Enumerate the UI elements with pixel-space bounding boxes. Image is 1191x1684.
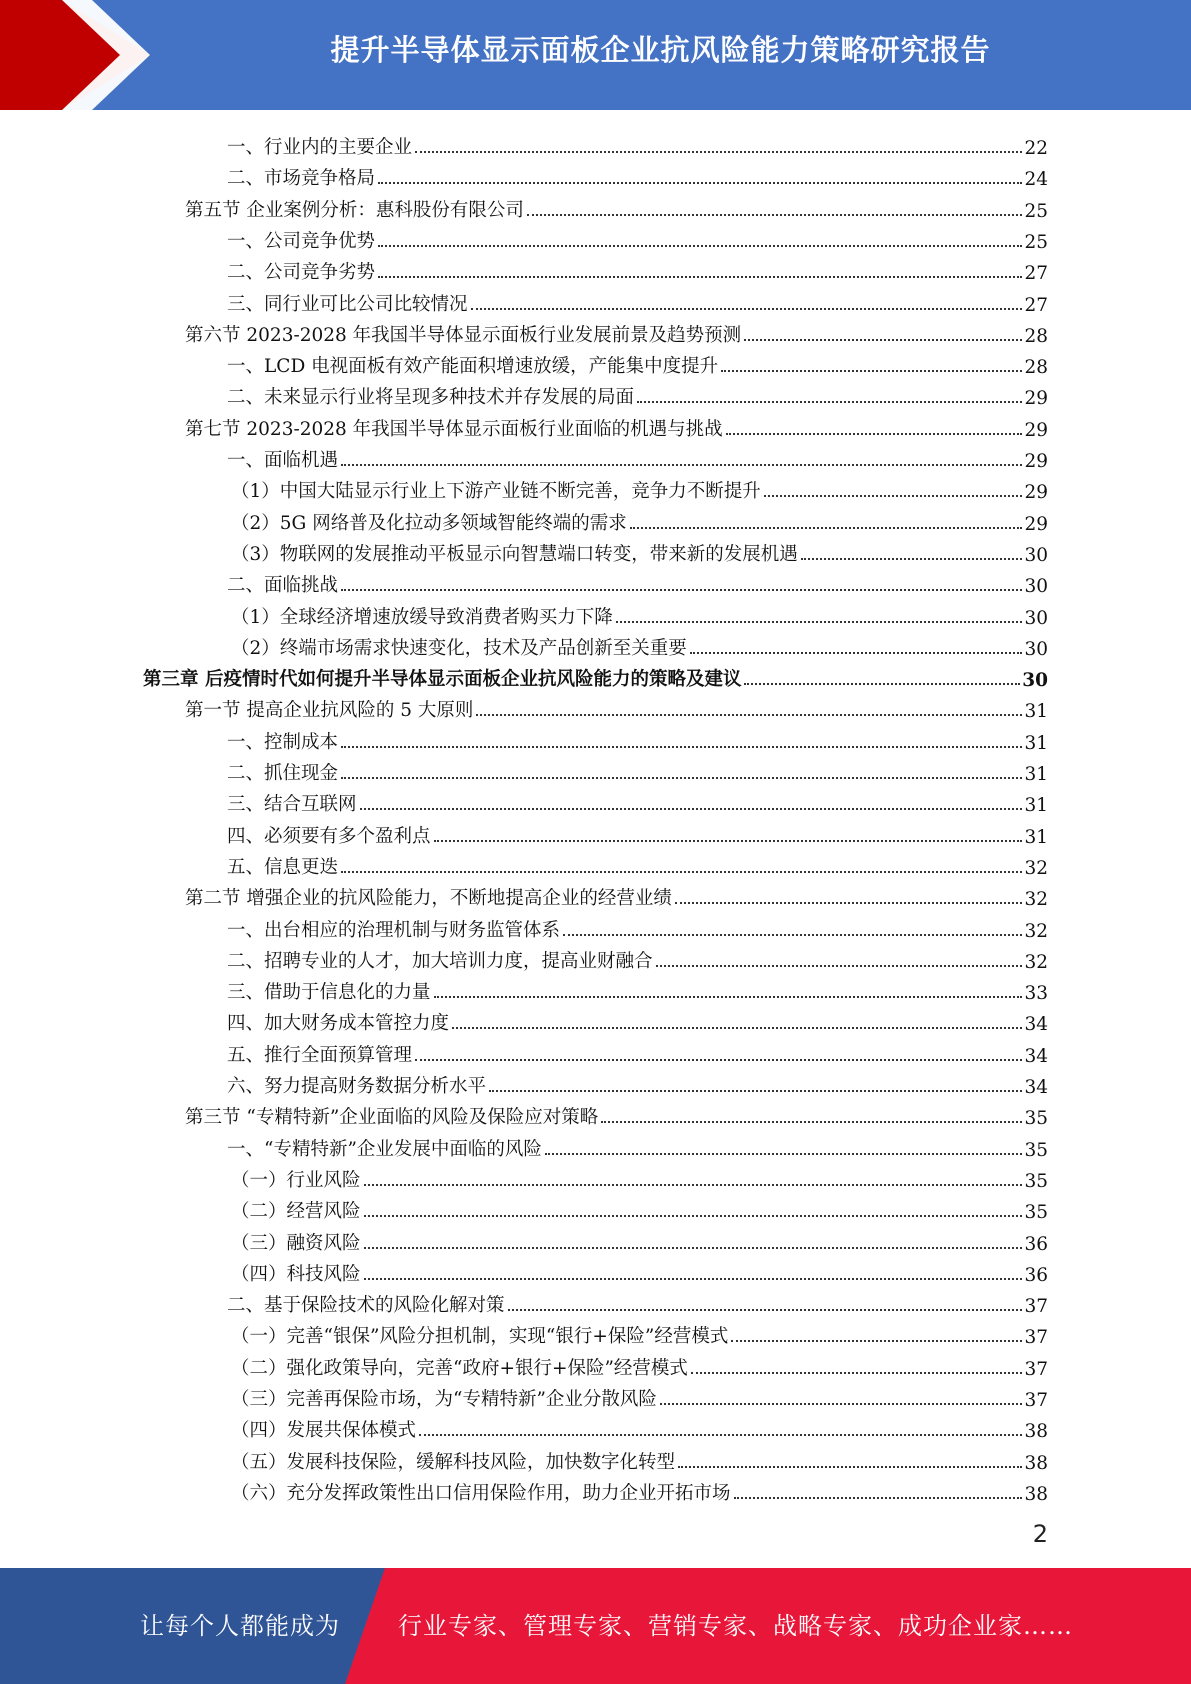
toc-entry-page: 38: [1024, 1421, 1048, 1443]
toc-entry-page: 30: [1024, 638, 1048, 660]
toc-dot-leader: [721, 370, 1022, 372]
toc-dot-leader: [471, 308, 1023, 310]
toc-entry-title: 一、控制成本: [227, 731, 339, 753]
toc-entry-title: （三）完善再保险市场，为“专精特新”企业分散风险: [231, 1389, 657, 1410]
toc-dot-leader: [364, 1215, 1023, 1217]
toc-entry-page: 28: [1024, 357, 1048, 379]
toc-entry[interactable]: [143, 660, 1048, 691]
toc-entry[interactable]: [231, 1161, 1048, 1192]
toc-entry[interactable]: [227, 1004, 1048, 1035]
toc-entry-title: 一、“专精特新”企业发展中面临的风险: [227, 1138, 542, 1160]
toc-dot-leader: [364, 1247, 1023, 1249]
toc-dot-leader: [360, 808, 1023, 810]
toc-dot-leader: [341, 777, 1022, 779]
toc-entry[interactable]: [227, 754, 1048, 785]
toc-entry[interactable]: [227, 347, 1048, 378]
toc-dot-leader: [726, 433, 1023, 435]
toc-entry-page: 36: [1024, 1233, 1048, 1255]
toc-entry[interactable]: [185, 879, 1048, 910]
toc-entry[interactable]: [231, 1443, 1048, 1474]
toc-dot-leader: [675, 902, 1023, 904]
toc-dot-leader: [476, 714, 1022, 716]
toc-entry-page: 37: [1024, 1327, 1048, 1349]
toc-entry-title: 三、结合互联网: [227, 794, 357, 816]
toc-dot-leader: [678, 1466, 1022, 1468]
toc-dot-leader: [801, 558, 1023, 560]
toc-entry-title: （一）完善“银保”风险分担机制，实现“银行+保险”经营模式: [231, 1326, 729, 1348]
toc-entry-page: 30: [1022, 670, 1048, 692]
toc-entry[interactable]: [231, 504, 1048, 535]
toc-entry[interactable]: [227, 817, 1048, 848]
toc-entry-title: （1）全球经济增速放缓导致消费者购买力下降: [231, 606, 613, 628]
toc-dot-leader: [452, 1027, 1022, 1029]
toc-entry[interactable]: [231, 1317, 1048, 1348]
toc-entry-title: （1）中国大陆显示行业上下游产业链不断完善，竞争力不断提升: [231, 481, 761, 503]
toc-entry-title: 二、公司竞争劣势: [227, 262, 376, 284]
toc-entry-title: 二、未来显示行业将呈现多种技术并存发展的局面: [227, 387, 635, 409]
report-title: 提升半导体显示面板企业抗风险能力策略研究报告: [330, 33, 991, 67]
toc-entry[interactable]: [227, 723, 1048, 754]
toc-entry-page: 29: [1024, 388, 1048, 410]
toc-entry[interactable]: [227, 159, 1048, 190]
toc-entry-title: 第七节 2023-2028 年我国半导体显示面板行业面临的机遇与挑战: [185, 418, 723, 440]
toc-entry-title: （2）5G 网络普及化拉动多领域智能终端的需求: [231, 512, 627, 534]
toc-dot-leader: [744, 339, 1022, 341]
toc-dot-leader: [731, 1340, 1022, 1342]
toc-entry-page: 32: [1024, 951, 1048, 973]
toc-entry[interactable]: [227, 566, 1048, 597]
toc-entry[interactable]: [231, 1224, 1048, 1255]
toc-entry-page: 30: [1024, 544, 1048, 566]
toc-dot-leader: [764, 495, 1023, 497]
toc-entry-page: 38: [1024, 1452, 1048, 1474]
toc-entry-page: 37: [1024, 1390, 1048, 1411]
toc-dot-leader: [489, 1090, 1022, 1092]
toc-entry-title: 三、同行业可比公司比较情况: [227, 293, 468, 315]
toc-entry-title: 二、市场竞争格局: [227, 168, 376, 190]
toc-entry-title: 一、出台相应的治理机制与财务监管体系: [227, 919, 561, 941]
toc-entry[interactable]: [227, 848, 1048, 879]
toc-entry-title: （三）融资风险: [231, 1232, 361, 1254]
toc-entry-page: 33: [1024, 983, 1048, 1005]
toc-entry[interactable]: [231, 629, 1048, 660]
toc-entry-page: 27: [1024, 294, 1048, 316]
toc-entry-page: 35: [1024, 1202, 1048, 1224]
toc-entry-title: 第二节 增强企业的抗风险能力，不断地提高企业的经营业绩: [185, 888, 672, 910]
toc-dot-leader: [734, 1497, 1023, 1499]
toc-entry-title: 第六节 2023-2028 年我国半导体显示面板行业发展前景及趋势预测: [185, 324, 742, 346]
toc-entry-title: 一、公司竞争优势: [227, 230, 376, 252]
toc-dot-leader: [434, 996, 1023, 998]
toc-entry-page: 34: [1024, 1077, 1048, 1098]
toc-entry[interactable]: [185, 410, 1048, 441]
toc-entry[interactable]: [227, 785, 1048, 816]
toc-entry[interactable]: [185, 191, 1048, 222]
toc-dot-leader: [415, 1059, 1022, 1061]
toc-entry-title: 第三节 “专精特新”企业面临的风险及保险应对策略: [185, 1107, 599, 1129]
toc-entry-page: 29: [1024, 419, 1048, 441]
toc-entry-title: 第一节 提高企业抗风险的 5 大原则: [185, 700, 474, 722]
toc-entry-page: 34: [1024, 1045, 1048, 1067]
toc-dot-leader: [378, 182, 1022, 184]
page-header: [0, 0, 1191, 110]
toc-entry-page: 24: [1024, 169, 1048, 191]
toc-entry[interactable]: [231, 1411, 1048, 1442]
toc-dot-leader: [563, 934, 1022, 936]
toc-entry-title: 四、必须要有多个盈利点: [227, 825, 431, 847]
toc-dot-leader: [690, 652, 1023, 654]
footer-slogan-right: 行业专家、管理专家、营销专家、战略专家、成功企业家……: [398, 1612, 1073, 1640]
toc-dot-leader: [341, 871, 1022, 873]
toc-entry[interactable]: [231, 1192, 1048, 1223]
toc-entry-title: 一、面临机遇: [227, 450, 339, 471]
toc-dot-leader: [691, 1372, 1023, 1374]
toc-dot-leader: [656, 965, 1023, 967]
toc-entry[interactable]: [227, 441, 1048, 472]
toc-dot-leader: [508, 1309, 1023, 1311]
toc-entry[interactable]: [227, 1067, 1048, 1098]
toc-entry-page: 31: [1024, 826, 1048, 848]
toc-dot-leader: [527, 214, 1023, 216]
toc-entry[interactable]: [231, 535, 1048, 566]
toc-entry-title: 第三章 后疫情时代如何提升半导体显示面板企业抗风险能力的策略及建议: [143, 669, 742, 691]
toc-dot-leader: [660, 1403, 1023, 1405]
toc-entry-title: 二、招聘专业的人才，加大培训力度，提高业财融合: [227, 950, 653, 972]
toc-entry[interactable]: [227, 128, 1048, 159]
toc-entry-page: 35: [1024, 1139, 1048, 1161]
toc-entry-title: （四）科技风险: [231, 1263, 361, 1285]
toc-entry-page: 22: [1024, 138, 1048, 159]
toc-entry[interactable]: [185, 316, 1048, 347]
toc-dot-leader: [545, 1153, 1023, 1155]
toc-entry-title: 二、基于保险技术的风险化解对策: [227, 1295, 505, 1317]
toc-entry-page: 31: [1024, 795, 1048, 817]
toc-dot-leader: [415, 151, 1022, 153]
toc-entry-page: 25: [1024, 231, 1048, 253]
page-footer: [0, 1568, 1191, 1684]
toc-entry-title: 一、LCD 电视面板有效产能面积增速放缓，产能集中度提升: [227, 356, 719, 378]
toc-entry[interactable]: [227, 942, 1048, 973]
toc-entry[interactable]: [227, 253, 1048, 284]
toc-entry-page: 35: [1024, 1108, 1048, 1130]
toc-dot-leader: [378, 276, 1022, 278]
toc-entry-title: 五、信息更迭: [227, 856, 339, 878]
toc-entry-page: 34: [1024, 1014, 1048, 1036]
toc-entry-page: 32: [1024, 889, 1048, 911]
toc-entry-page: 30: [1024, 576, 1048, 598]
toc-dot-leader: [601, 1121, 1022, 1123]
footer-slogan-left: 让每个人都能成为: [140, 1612, 340, 1640]
toc-entry-title: （四）发展共保体模式: [231, 1420, 417, 1442]
toc-entry-page: 30: [1024, 607, 1048, 629]
toc-dot-leader: [434, 840, 1023, 842]
toc-entry-page: 36: [1024, 1264, 1048, 1286]
toc-entry[interactable]: [227, 911, 1048, 942]
toc-entry-page: 25: [1024, 200, 1048, 222]
toc-entry-page: 35: [1024, 1170, 1048, 1192]
page-number: 2: [1032, 1520, 1048, 1548]
toc-entry-page: 29: [1024, 513, 1048, 535]
toc-entry[interactable]: [231, 1380, 1048, 1411]
toc-entry-title: （2）终端市场需求快速变化，技术及产品创新至关重要: [231, 637, 687, 659]
toc-dot-leader: [341, 589, 1022, 591]
toc-entry-page: 32: [1024, 857, 1048, 879]
toc-entry-page: 29: [1024, 482, 1048, 504]
toc-entry-title: （3）物联网的发展推动平板显示向智慧端口转变，带来新的发展机遇: [231, 543, 798, 565]
toc-entry[interactable]: [227, 1130, 1048, 1161]
toc-entry-page: 37: [1024, 1296, 1048, 1318]
toc-entry-title: （二）经营风险: [231, 1201, 361, 1223]
toc-entry-title: 第五节 企业案例分析：惠科股份有限公司: [185, 199, 524, 221]
toc-entry[interactable]: [185, 1098, 1048, 1129]
toc-entry-page: 29: [1024, 451, 1048, 472]
toc-entry-page: 37: [1024, 1358, 1048, 1380]
toc-entry-page: 31: [1024, 732, 1048, 754]
toc-entry[interactable]: [231, 1349, 1048, 1380]
toc-entry-page: 27: [1024, 263, 1048, 285]
toc-entry-title: 二、面临挑战: [227, 575, 339, 597]
toc-entry-page: 38: [1024, 1483, 1048, 1505]
toc-entry-page: 31: [1024, 701, 1048, 723]
toc-entry-title: （二）强化政策导向，完善“政府+银行+保险”经营模式: [231, 1357, 688, 1379]
toc-dot-leader: [364, 1278, 1023, 1280]
toc-entry[interactable]: [227, 285, 1048, 316]
toc-entry-page: 32: [1024, 920, 1048, 942]
toc-entry[interactable]: [231, 472, 1048, 503]
toc-entry[interactable]: [227, 973, 1048, 1004]
toc-entry[interactable]: [231, 1474, 1048, 1505]
toc-entry-title: 五、推行全面预算管理: [227, 1044, 413, 1066]
toc-dot-leader: [341, 746, 1022, 748]
toc-entry[interactable]: [231, 1255, 1048, 1286]
toc-entry-page: 28: [1024, 325, 1048, 347]
toc-entry-title: 一、行业内的主要企业: [227, 137, 413, 158]
toc-entry[interactable]: [231, 598, 1048, 629]
toc-entry-title: 三、借助于信息化的力量: [227, 982, 431, 1004]
toc-entry-title: 二、抓住现金: [227, 763, 339, 784]
toc-entry-title: （五）发展科技保险，缓解科技风险，加快数字化转型: [231, 1451, 676, 1473]
toc-dot-leader: [637, 401, 1022, 403]
toc-entry[interactable]: [227, 378, 1048, 409]
toc-entry-page: 31: [1024, 764, 1048, 785]
toc-dot-leader: [616, 621, 1023, 623]
toc-entry[interactable]: [227, 1036, 1048, 1067]
toc-entry-title: （六）充分发挥政策性出口信用保险作用，助力企业开拓市场: [231, 1482, 731, 1504]
toc-entry-title: 六、努力提高财务数据分析水平: [227, 1076, 487, 1097]
toc-entry[interactable]: [227, 1286, 1048, 1317]
toc-dot-leader: [630, 527, 1023, 529]
toc-dot-leader: [378, 245, 1022, 247]
toc-entry-title: 四、加大财务成本管控力度: [227, 1013, 450, 1035]
toc-dot-leader: [744, 683, 1020, 685]
toc-entry[interactable]: [227, 222, 1048, 253]
toc-dot-leader: [341, 464, 1022, 466]
toc-dot-leader: [364, 1184, 1023, 1186]
toc-dot-leader: [419, 1434, 1022, 1436]
toc-entry-title: （一）行业风险: [231, 1169, 361, 1191]
toc-entry[interactable]: [185, 691, 1048, 722]
